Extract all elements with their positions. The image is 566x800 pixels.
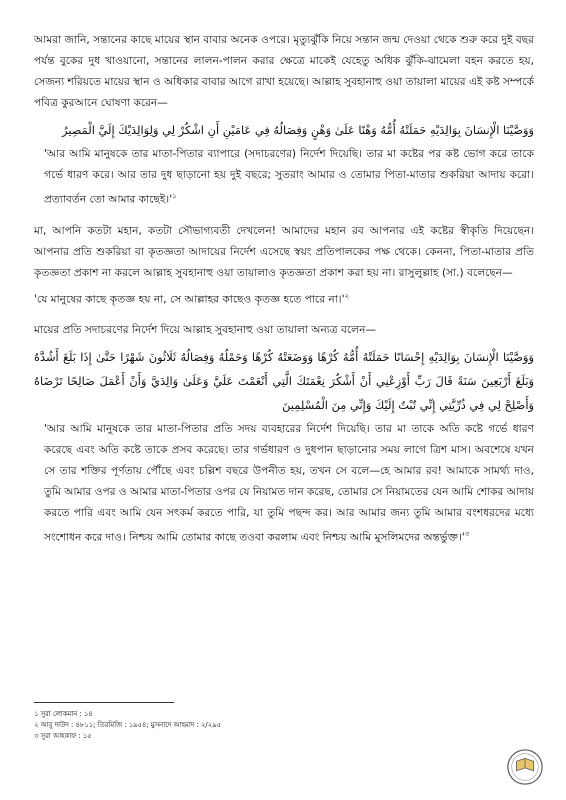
footnotes (34, 702, 534, 742)
footnote-3: ৩ সুরা আহকাফ : ১৫ (34, 732, 92, 740)
quote-luqman-text: 'আর আমি মানুষকে তার মাতা-পিতার ব্যাপারে (সদাচরণের) নির্দেশ দিয়েছি। তার মা কষ্টের পর কষ্ট ভোগ করে তাকে গর্ভে ধারণ করে। আর তার দুধ ছাড়ানো হয় দুই বছরে; সুতরাং আমার ও তোমার পিতা-মাতার শুকরিয়া আদায় করো। প্রত্যাবর্তন তো আমার কাছেই।' (44, 148, 534, 206)
arabic-verse-luqman: وَوَصَّيْنَا الْإِنسَانَ بِوَالِدَيْهِ حَمَلَتْهُ أُمُّهُ وَهْنًا عَلَىٰ وَهْنٍ وَفِصَالُهُ فِي عَامَيْنِ أَنِ اشْكُرْ لِي وَلِوَالِدَيْكَ إِلَيَّ الْمَصِيرُ (62, 123, 534, 137)
footnote-divider (34, 702, 174, 703)
page-body (34, 30, 534, 549)
footnote-ref-1: ১ (172, 192, 177, 200)
quote-ahqaf (44, 419, 534, 549)
footnote-2: ২ আবু দাউদ : ৪৮১১; তিরমিজি : ১৯৫৪; মুসনাদে আহমাদ : ২/২৯৫ (34, 721, 221, 729)
quote-hadith-text: 'যে মানুষের কাছে কৃতজ্ঞ হয় না, সে আল্লাহর কাছেও কৃতজ্ঞ হতে পারে না।' (34, 293, 345, 306)
paragraph-intro: আমরা জানি, সন্তানের কাছে মায়ের স্থান বাবার অনেক ওপরে। মৃত্যুঝুঁকি নিয়ে সন্তান জন্ম দেওয়া থেকে শুরু করে দুই বছর পর্যন্ত বুকের দুধ খাওয়ানো, সন্তানের লালন-পালন করার ক্ষেত্রে মাকেই যেহেতু অধিক ঝুঁকি-ঝামেলা বহন করতে হয়, সেজন্য শরিয়তে মায়ের স্থান ও অধিকার বাবার আগে রাখা হয়েছে। আল্লাহ সুবহানাহু ওয়া তায়ালা মায়ের এই কষ্ট সম্পর্কে পবিত্র কুরআনে ঘোষণা করেন— (34, 34, 534, 109)
footnote-1: ১ সুরা লোকমান : ১৪ (34, 710, 93, 718)
quote-ahqaf-text: 'আর আমি মানুষকে তার মাতা-পিতার প্রতি সদয় ব্যবহারের নির্দেশ দিয়েছি। তার মা তাকে অতি কষ্টে গর্ভে ধারণ করেছে এবং অতি কষ্টে তাকে প্রসব করেছে। তার গর্ভধারণ ও দুধপান ছাড়ানোর সময় লাগে ত্রিশ মাস। অবশেষে যখন সে তার শক্তির পূর্ণতায় পৌঁছে এবং চল্লিশ বছরে উপনীত হয়, তখন সে বলে—হে আমার রব! আমাকে সামর্থ্য দাও, তুমি আমার ওপর ও আমার মাতা-পিতার ওপর যে নিয়ামত দান করেছ, তোমার সে নিয়ামতের যেন আমি শোকর আদায় করতে পারি এবং আমি যেন সৎকর্ম করতে পারি, যা তুমি পছন্দ কর। আর আমার জন্য তুমি আমার বংশধরদের মধ্যে সংশোধন করে দাও। নিশ্চয় আমি তোমার কাছে তওবা করলাম এবং নিশ্চয় আমি মুসলিমদের অন্তর্ভুক্ত।' (44, 423, 534, 544)
publisher-logo-icon (506, 748, 544, 786)
paragraph-elsewhere: মায়ের প্রতি সদাচরণের নির্দেশ দিয়ে আল্লাহ সুবহানাহু ওয়া তায়ালা অন্যত্র বলেন— (34, 324, 376, 337)
footnote-ref-3: ৩ (464, 530, 470, 539)
footnote-ref-2: ২ (344, 291, 350, 300)
quote-luqman (44, 144, 534, 211)
arabic-verse-ahqaf: وَوَصَّيْنَا الْإِنسَانَ بِوَالِدَيْهِ إِحْسَانًا حَمَلَتْهُ أُمُّهُ كُرْهًا وَوَضَعَتْهُ كُرْهًا وَحَمْلُهُ وَفِصَالُهُ ثَلَاثُونَ شَهْرًا حَتَّىٰ إِذَا بَلَغَ أَشُدَّهُ وَبَلَغَ أَرْبَعِينَ سَنَةً قَالَ رَبِّ أَوْزِعْنِي أَنْ أَشْكُرَ نِعْمَتَكَ الَّتِي أَنْعَمْتَ عَلَيَّ وَعَلَىٰ وَالِدَيَّ وَأَنْ أَعْمَلَ صَالِحًا تَرْضَاهُ وَأَصْلِحْ لِي فِي ذُرِّيَّتِي إِنِّي تُبْتُ إِلَيْكَ وَإِنِّي مِنَ الْمُسْلِمِينَ (34, 350, 534, 413)
quote-hadith (34, 286, 534, 311)
paragraph-mother: মা, আপনি কতটা মহান, কতটা সৌভাগ্যবতী দেখলেন! আমাদের মহান রব আপনার এই কষ্টের স্বীকৃতি দিয়েছেন। আপনার প্রতি শুকরিয়া বা কৃতজ্ঞতা আদায়ের নির্দেশ এসেছে স্বয়ং প্রতিপালকের পক্ষ থেকে। কেননা, পিতা-মাতার প্রতি কৃতজ্ঞতা প্রকাশ না করলে আল্লাহ সুবহানাহু ওয়া তায়ালাও কৃতজ্ঞতা প্রকাশ করা হয় না। রাসুলুল্লাহ (সা.) বলেছেন— (34, 224, 534, 279)
